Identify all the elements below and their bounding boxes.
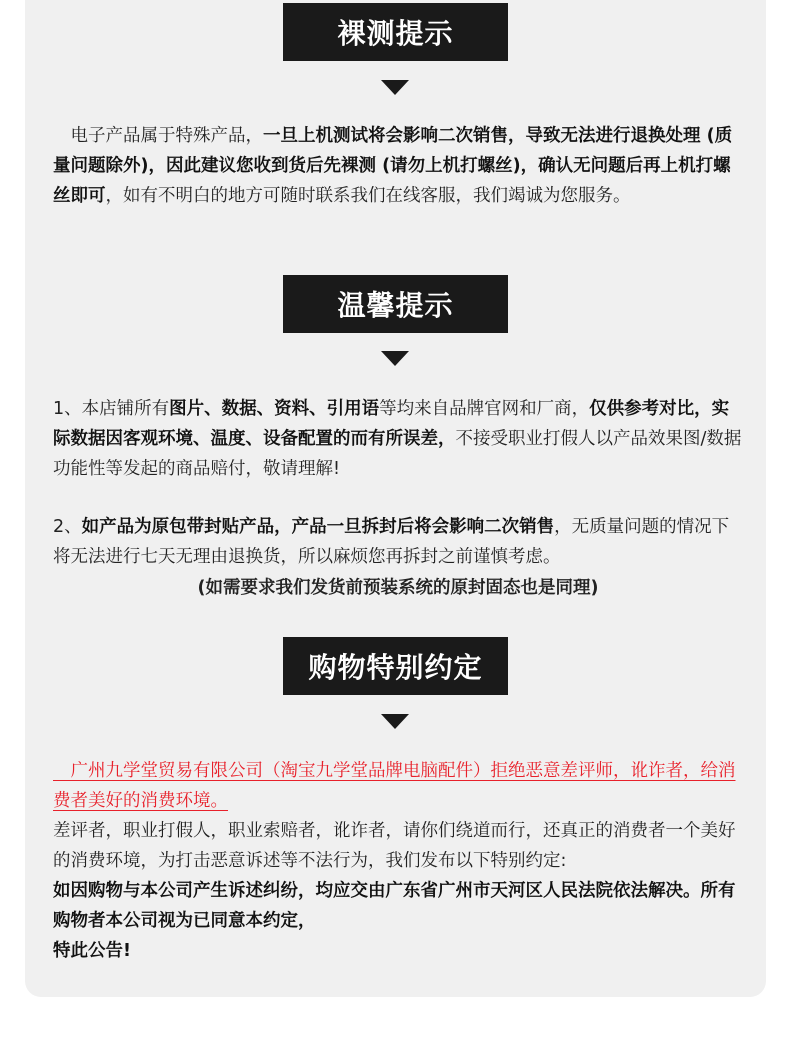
text-run: 1、本店铺所有 <box>53 399 170 419</box>
text-run: 电子产品属于特殊产品， <box>53 126 263 146</box>
warm-tip-item-2 <box>53 512 743 572</box>
agreement-red-statement: 广州九学堂贸易有限公司（淘宝九学堂品牌电脑配件）拒绝恶意差评师，讹诈者，给消费者美好的消费环境。 <box>53 761 736 811</box>
text-run: 不接受职业打假人以产品效果图/数据功能性等发起的商品赔付，敬请理解! <box>53 429 742 479</box>
bold-text-run: 仅供参考对比，实际数据因客观环境、温度、设备配置的而有所误差， <box>53 399 730 449</box>
bold-text-run: 一旦上机测试将会影响二次销售，导致无法进行退换处理 (质量问题除外)，因此建议您收到货后先裸测 (请勿上机打螺丝)，确认无问题后再上机打螺丝即可 <box>53 126 733 206</box>
bold-text-run: 图片、数据、资料、引用语 <box>169 399 380 419</box>
down-arrow-icon <box>381 80 409 95</box>
agreement-announcement: 特此公告! <box>53 941 131 961</box>
bold-text-run: 如产品为原包带封贴产品，产品一旦拆封后将会影响二次销售 <box>81 517 555 537</box>
text-run: ，如有不明白的地方可随时联系我们在线客服，我们竭诚为您服务。 <box>105 186 631 206</box>
section-title-special-agreement: 购物特别约定 <box>283 637 508 695</box>
text-run: 等均来自品牌官网和厂商， <box>379 399 590 419</box>
down-arrow-icon <box>381 714 409 729</box>
down-arrow-icon <box>381 351 409 366</box>
bare-test-paragraph <box>53 121 743 211</box>
warm-tip-item-1 <box>53 394 743 484</box>
text-run: ，无质量问题的情况下将无法进行七天无理由退换货，所以麻烦您再拆封之前谨慎考虑。 <box>53 517 730 567</box>
section-title-bare-test: 裸测提示 <box>283 3 508 61</box>
agreement-body: 差评者，职业打假人，职业索赔者，讹诈者，请你们绕道而行，还真正的消费者一个美好的消费环境，为打击恶意诉述等不法行为，我们发布以下特别约定: <box>53 821 736 871</box>
agreement-text <box>53 756 743 966</box>
warm-tip-note: (如需要求我们发货前预装系统的原封固态也是同理) <box>197 578 599 598</box>
text-run: 2、 <box>53 517 82 537</box>
section-title-warm-tips: 温馨提示 <box>283 275 508 333</box>
agreement-jurisdiction: 如因购物与本公司产生诉述纠纷，均应交由广东省广州市天河区人民法院依法解决。所有购物者本公司视为已同意本约定， <box>53 881 736 931</box>
